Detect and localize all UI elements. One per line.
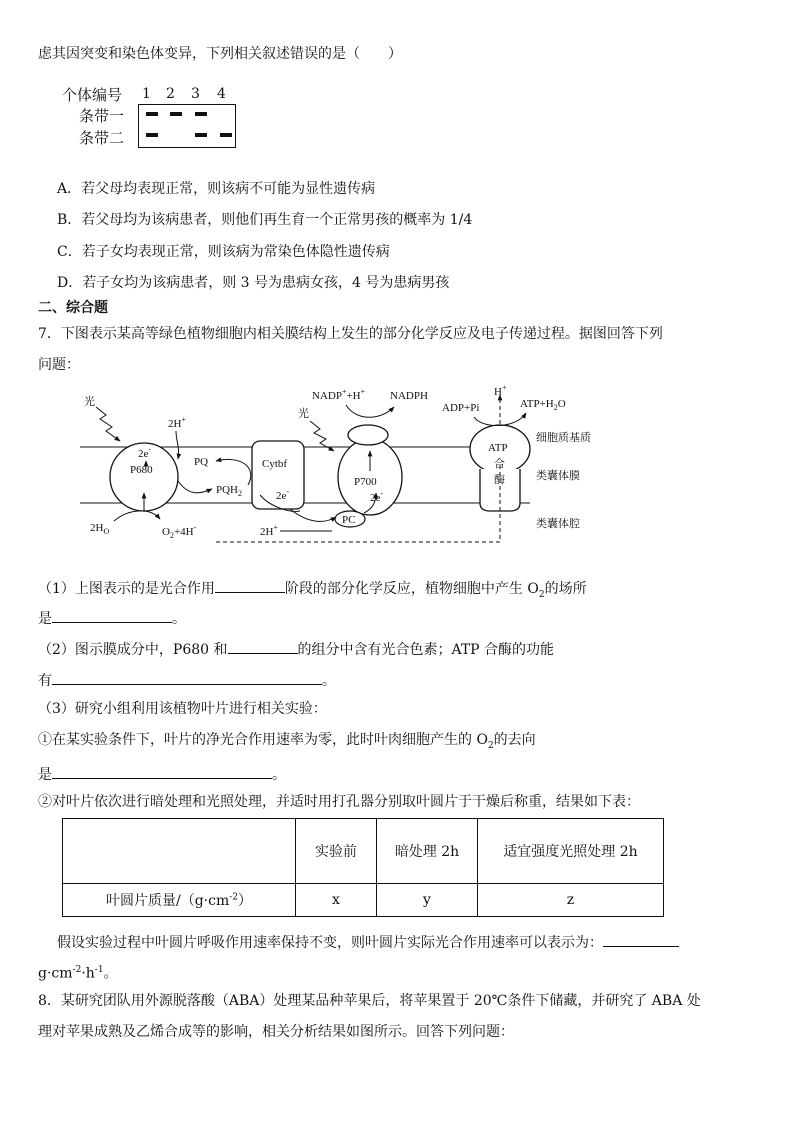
proton-atp-label: H+ <box>494 385 507 398</box>
proton-bottom-label: 2H+ <box>260 523 278 538</box>
individual-number: 4 <box>217 86 226 102</box>
oxygen-label: $O_2+4H^-$ <box>162 523 197 540</box>
answer-blank-3 <box>228 637 298 654</box>
atp-output-label: $ATP+H_2O$ <box>520 398 566 412</box>
answer-blank-5 <box>52 762 272 779</box>
q7-part2-line2: 有 。 <box>38 668 336 691</box>
q6-option-d: D．若子女均为该病患者，则 3 号为患病女孩，4 号为患病男孩 <box>57 275 450 291</box>
gel-band <box>195 112 207 116</box>
light-label-2: 光 <box>298 408 309 420</box>
q7-part3: （3）研究小组利用该植物叶片进行相关实验： <box>38 701 327 717</box>
gel-band <box>170 112 182 116</box>
table-header-cell: 暗处理 2h <box>377 819 478 884</box>
pq-to-pqh2-arrow <box>178 481 212 493</box>
gel-band <box>220 133 232 137</box>
light-label-1: 光 <box>84 396 95 408</box>
gel-band <box>146 133 158 137</box>
atp-synthase-label-2: 合 <box>494 458 505 470</box>
figure-header-label: 个体编号 <box>62 86 123 104</box>
atp-synthase-label-3: 酶 <box>494 474 505 486</box>
answer-blank-4 <box>52 668 322 685</box>
answer-blank-6 <box>603 930 679 947</box>
p700-label: P700 <box>354 476 377 488</box>
table-row-label: 叶圆片质量$/(g\cdot cm^{-2})$ <box>63 884 296 917</box>
cytbf-to-pc-arrow <box>290 509 336 521</box>
gel-band <box>146 112 158 116</box>
pc-label: PC <box>342 514 356 526</box>
q7-part2-line1: （2）图示膜成分中，P680 和 的组分中含有光合色素；ATP 合酶的功能 <box>38 637 554 660</box>
q7-unit-line: $g\cdot cm^{-2}\cdot h^{-1}$。 <box>38 965 118 982</box>
proton-in-arrow <box>176 431 179 459</box>
photosynthesis-diagram <box>80 385 730 555</box>
p680-electron-label: 2e- <box>138 445 152 460</box>
q6-stem: 虑其因突变和染色体变异，下列相关叙述错误的是（ ） <box>38 46 402 62</box>
q7-part3-item1-answer: 是 。 <box>38 762 286 785</box>
table-cell: x <box>296 884 377 917</box>
atp-synthase-label-1: ATP <box>488 442 508 454</box>
water-label: $2H_O$ <box>90 522 110 536</box>
band-box <box>138 104 236 148</box>
answer-blank-2 <box>52 606 172 623</box>
adp-label: ADP+Pi <box>442 402 480 414</box>
table-header-cell: 适宜强度光照处理 2h <box>478 819 664 884</box>
q7-part3-item2: ②对叶片依次进行暗处理和光照处理，并适时用打孔器分别取叶圆片于干燥后称重，结果如下表： <box>38 794 640 810</box>
p680-label: P680 <box>130 464 153 476</box>
nadp-label: NADP++H+ <box>312 387 366 402</box>
q8-line2: 理对苹果成熟及乙烯合成等的影响，相关分析结果如图所示。回答下列问题： <box>38 1024 514 1040</box>
nadph-label: NADPH <box>390 390 428 402</box>
leaf-disc-table <box>62 818 664 917</box>
light-arrow-1 <box>96 407 120 441</box>
nadp-reduction-arrow <box>346 405 394 417</box>
band-figure <box>62 86 242 152</box>
section-title: 二、综合题 <box>38 300 108 316</box>
table-cell: y <box>377 884 478 917</box>
gel-band <box>195 133 207 137</box>
q8-line1: 8．某研究团队用外源脱落酸（ABA）处理某品种苹果后，将苹果置于 20℃条件下储藏，并研究了 ABA 处 <box>38 993 701 1009</box>
table-cell: z <box>478 884 664 917</box>
table-header-cell: 实验前 <box>296 819 377 884</box>
p700-electron-label: 2e- <box>370 489 384 504</box>
q6-option-c: C．若子女均表现正常，则该病为常染色体隐性遗传病 <box>57 244 390 260</box>
q6-option-b: B．若父母均为该病患者，则他们再生育一个正常男孩的概率为 1/4 <box>57 212 473 228</box>
individual-number: 1 <box>142 86 151 102</box>
band-row2-label: 条带二 <box>79 129 125 147</box>
q7-stem-line1: 7．下图表示某高等绿色植物细胞内相关膜结构上发生的部分化学反应及电子传递过程。据图回答下列 <box>38 326 663 342</box>
individual-number: 3 <box>191 86 200 102</box>
pq-label: PQ <box>194 456 209 468</box>
q7-part1-line2: 是 。 <box>38 606 186 629</box>
q6-option-a: A．若父母均表现正常，则该病不可能为显性遗传病 <box>57 181 376 197</box>
answer-blank-1 <box>215 576 285 593</box>
band-row1-label: 条带一 <box>79 107 125 125</box>
region-cytoplasm-label: 细胞质基质 <box>536 431 591 444</box>
q7-part3-assumption: 假设实验过程中叶圆片呼吸作用速率保持不变，则叶圆片实际光合作用速率可以表示为： <box>57 930 679 953</box>
proton-top-label: 2H+ <box>168 415 186 430</box>
q7-part1-line1: （1）上图表示的是光合作用 阶段的部分化学反应，植物细胞中产生 $O_2$的场所 <box>38 576 587 605</box>
table-header-cell <box>63 819 296 884</box>
individual-number: 2 <box>166 86 175 102</box>
q7-stem-line2: 问题： <box>38 357 80 373</box>
pqh2-label: $PQH_2$ <box>216 484 243 498</box>
region-lumen-label: 类囊体腔 <box>536 517 580 530</box>
cytbf-label: Cytbf <box>262 458 288 470</box>
cytbf-electron-label: 2e- <box>276 487 290 502</box>
pqh2-to-pq-arrow <box>216 459 251 485</box>
fd-subunit <box>348 425 388 445</box>
water-split-arrow <box>114 511 160 521</box>
q7-part3-item1: ①在某实验条件下，叶片的净光合作用速率为零，此时叶肉细胞产生的 $O_2$的去向 <box>38 732 536 751</box>
region-membrane-label: 类囊体膜 <box>536 469 580 482</box>
